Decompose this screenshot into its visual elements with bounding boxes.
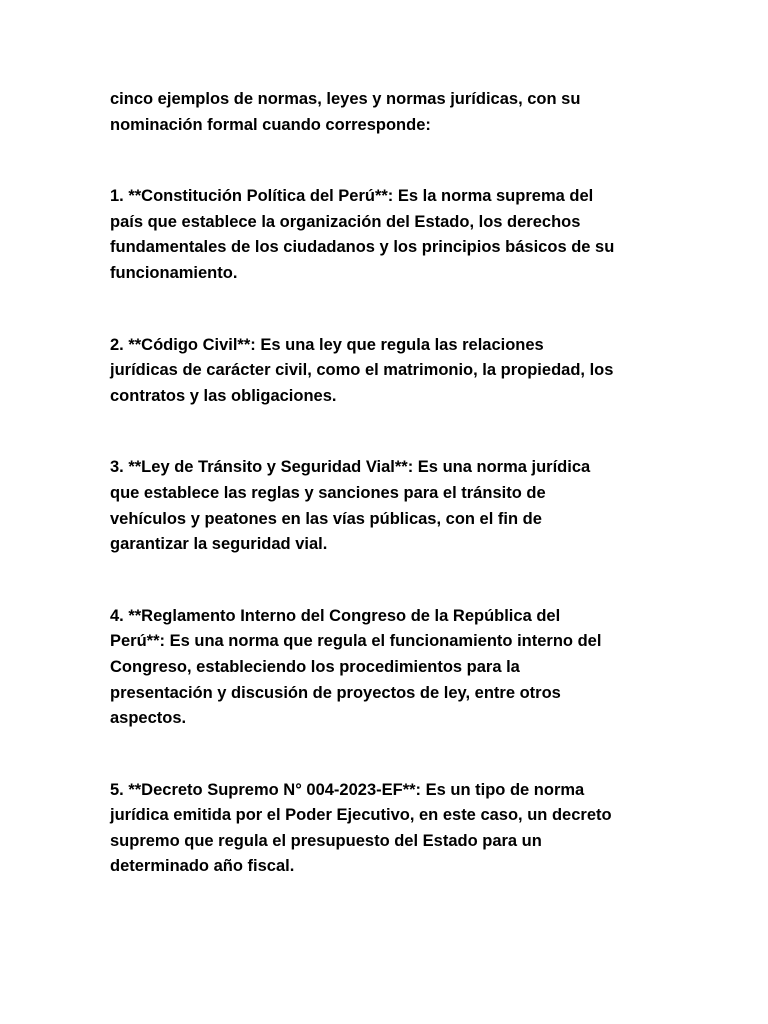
list-item-5: 5. **Decreto Supremo N° 004-2023-EF**: Es un tipo de norma jurídica emitida por el Poder Ejecutivo, en este caso, un decreto supremo que regula el presupuesto del Estado para un determinado año fiscal.	[110, 780, 612, 876]
list-item-1: 1. **Constitución Política del Perú**: Es la norma suprema del país que establece la organización del Estado, los derechos fundamentales de los ciudadanos y los principios básicos de su funcionamiento.	[110, 187, 615, 282]
document-body	[110, 87, 670, 880]
list-item-3: 3. **Ley de Tránsito y Seguridad Vial**: Es una norma jurídica que establece las reglas y sanciones para el tránsito de vehículos y peatones en las vías públicas, con el fin de garantizar la seguridad vial.	[110, 458, 591, 554]
list-item-4: 4. **Reglamento Interno del Congreso de la República del Perú**: Es una norma que regula el funcionamiento interno del Congreso, estableciendo los procedimientos para la presentación y discusión de proyectos de ley, entre otros aspectos.	[110, 606, 602, 728]
list-item-2: 2. **Código Civil**: Es una ley que regula las relaciones jurídicas de carácter civil, como el matrimonio, la propiedad, los contratos y las obligaciones.	[110, 335, 614, 405]
intro-paragraph: cinco ejemplos de normas, leyes y normas jurídicas, con su nominación formal cuando corresponde:	[110, 90, 581, 134]
